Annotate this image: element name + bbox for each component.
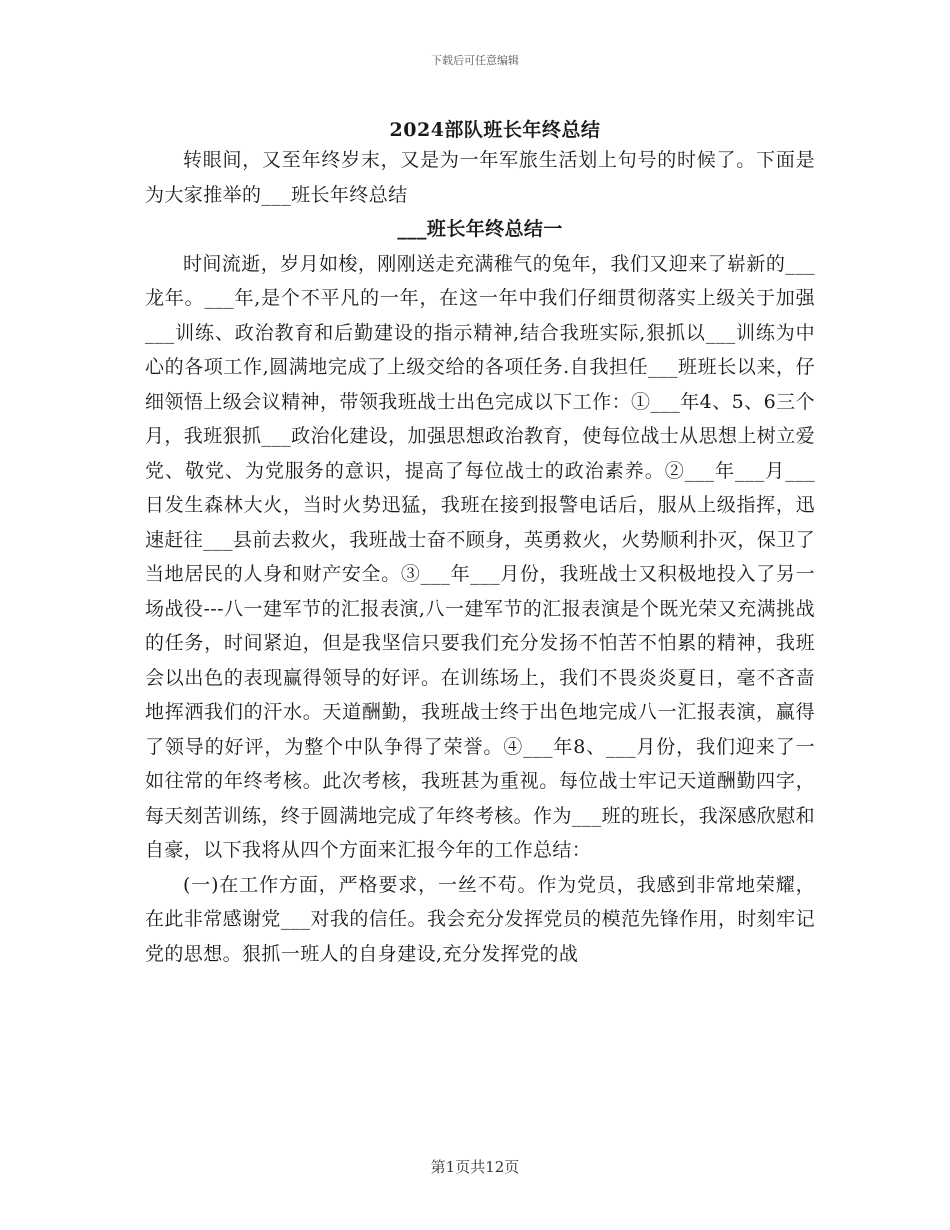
intro-paragraph: 转眼间，又至年终岁末，又是为一年军旅生活划上句号的时候了。下面是为大家推举的___班长年终总结 — [145, 149, 815, 206]
document-title: 2024部队班长年终总结 — [389, 119, 601, 141]
section-title: ___班长年终总结一 — [397, 218, 563, 240]
document-body — [145, 143, 815, 971]
body-paragraph-1: 时间流逝，岁月如梭，刚刚送走充满稚气的兔年，我们又迎来了崭新的___龙年。___年,是个不平凡的一年，在这一年中我们仔细贯彻落实上级关于加强___训练、政治教育和后勤建设的指示精神,结合我班实际,狠抓以___训练为中心的各项工作,圆满地完成了上级交给的各项任务.自我担任___班班长以来，仔细领悟上级会议精神，带领我班战士出色完成以下工作：①___年4、5、6三个月，我班狠抓___政治化建设，加强思想政治教育，使每位战士从思想上树立爱党、敬党、为党服务的意识，提高了每位战士的政治素养。②___年___月___日发生森林大火，当时火势迅猛，我班在接到报警电话后，服从上级指挥，迅速赶往___县前去救火，我班战士奋不顾身，英勇救火，火势顺利扑灭，保卫了当地居民的人身和财产安全。③___年___月份，我班战士又积极地投入了另一场战役---八一建军节的汇报表演,八一建军节的汇报表演是个既光荣又充满挑战的任务，时间紧迫，但是我坚信只要我们充分发扬不怕苦不怕累的精神，我班会以出色的表现赢得领导的好评。在训练场上，我们不畏炎炎夏日，毫不吝啬地挥洒我们的汗水。天道酬勤，我班战士终于出色地完成八一汇报表演，赢得了领导的好评，为整个中队争得了荣誉。④___年8、___月份，我们迎来了一如往常的年终考核。此次考核，我班甚为重视。每位战士牢记天道酬勤四字，每天刻苦训练，终于圆满地完成了年终考核。作为___班的班长，我深感欣慰和自豪，以下我将从四个方面来汇报今年的工作总结： — [145, 252, 815, 861]
page-header-note: 下载后可任意编辑 — [431, 54, 519, 67]
body-paragraph-2: (一)在工作方面，严格要求，一丝不苟。作为党员，我感到非常地荣耀，在此非常感谢党___对我的信任。我会充分发挥党员的模范先锋作用，时刻牢记党的思想。狠抓一班人的自身建设,充分发挥党的战 — [145, 873, 815, 965]
page-number-footer: 第1页共12页 — [430, 1158, 520, 1176]
